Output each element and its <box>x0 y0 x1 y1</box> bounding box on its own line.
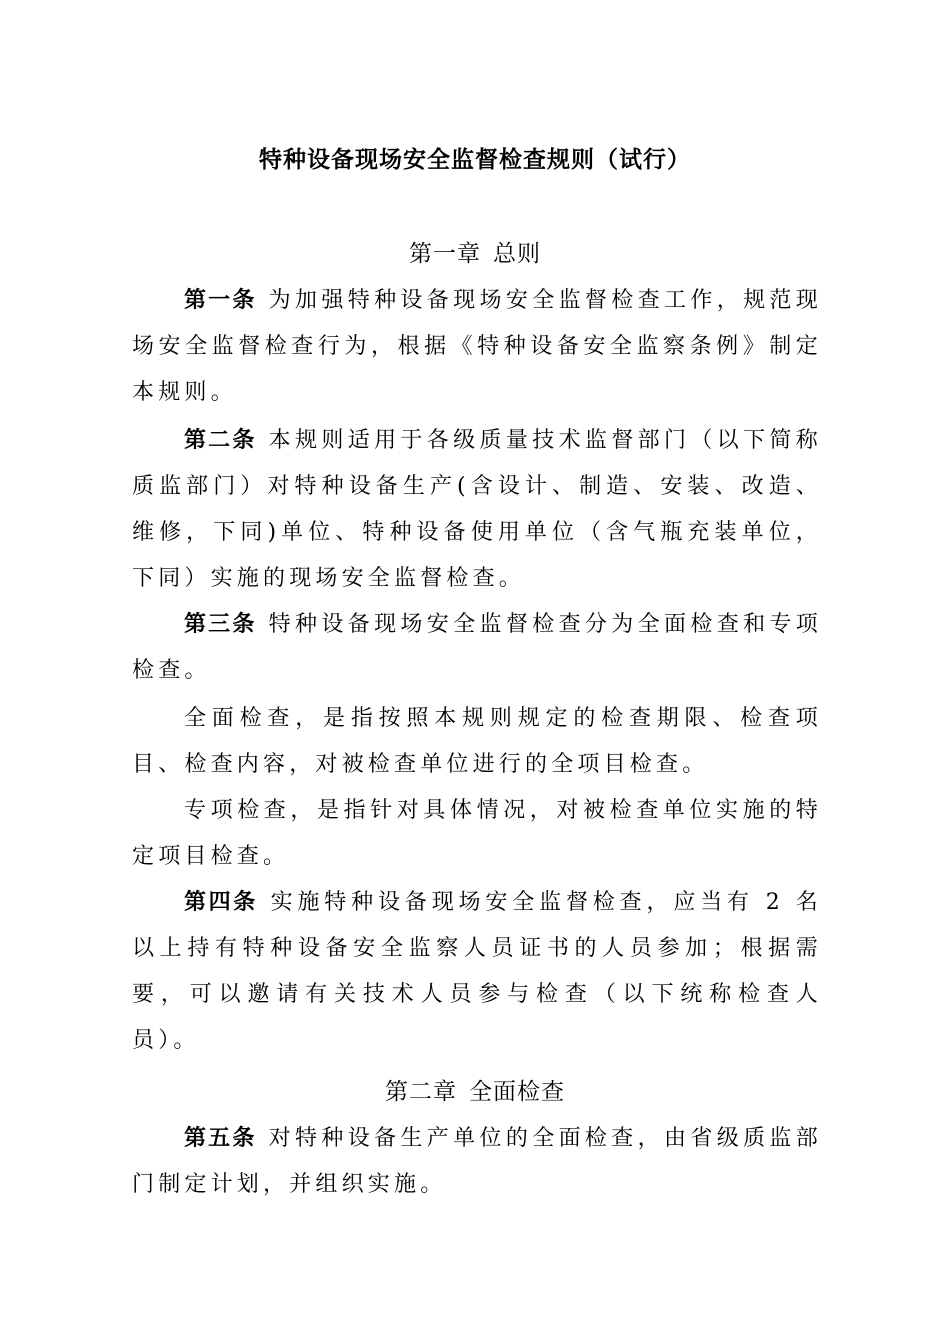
article-3 <box>132 602 822 694</box>
article-number: 第一条 <box>184 288 257 313</box>
paragraph-special-inspection <box>132 788 822 880</box>
article-1 <box>132 278 822 416</box>
article-text: 对特种设备生产单位的全面检查，由省级质监部门制定计划，并组织实施。 <box>132 1126 822 1197</box>
chapter-number: 第二章 <box>385 1079 457 1105</box>
chapter-heading-1 <box>0 234 950 274</box>
chapter-name: 全面检查 <box>469 1079 565 1105</box>
chapter-number: 第一章 <box>409 241 481 267</box>
article-5 <box>132 1116 822 1208</box>
article-text: 本规则适用于各级质量技术监督部门（以下简称质监部门）对特种设备生产(含设计、制造、安装、改造、维修，下同)单位、特种设备使用单位（含气瓶充装单位，下同）实施的现场安全监督检查。 <box>132 428 822 591</box>
paragraph-full-inspection <box>132 696 822 788</box>
article-text: 为加强特种设备现场安全监督检查工作，规范现场安全监督检查行为，根据《特种设备安全监察条例》制定本规则。 <box>132 288 822 405</box>
article-number: 第三条 <box>184 612 257 637</box>
chapter-name: 总则 <box>493 241 541 267</box>
article-4 <box>132 880 822 1064</box>
article-2 <box>132 418 822 602</box>
paragraph-text: 全面检查，是指按照本规则规定的检查期限、检查项目、检查内容，对被检查单位进行的全项目检查。 <box>132 706 822 777</box>
article-number: 第二条 <box>184 428 257 453</box>
article-text: 实施特种设备现场安全监督检查，应当有 2 名以上持有特种设备安全监察人员证书的人员参加；根据需要，可以邀请有关技术人员参与检查（以下统称检查人员）。 <box>132 890 822 1053</box>
article-number: 第四条 <box>184 890 258 915</box>
article-text: 特种设备现场安全监督检查分为全面检查和专项检查。 <box>132 612 822 683</box>
article-number: 第五条 <box>184 1126 257 1151</box>
paragraph-text: 专项检查，是指针对具体情况，对被检查单位实施的特定项目检查。 <box>132 798 822 869</box>
document-title: 特种设备现场安全监督检查规则（试行） <box>259 146 691 173</box>
chapter-heading-2 <box>0 1072 950 1112</box>
